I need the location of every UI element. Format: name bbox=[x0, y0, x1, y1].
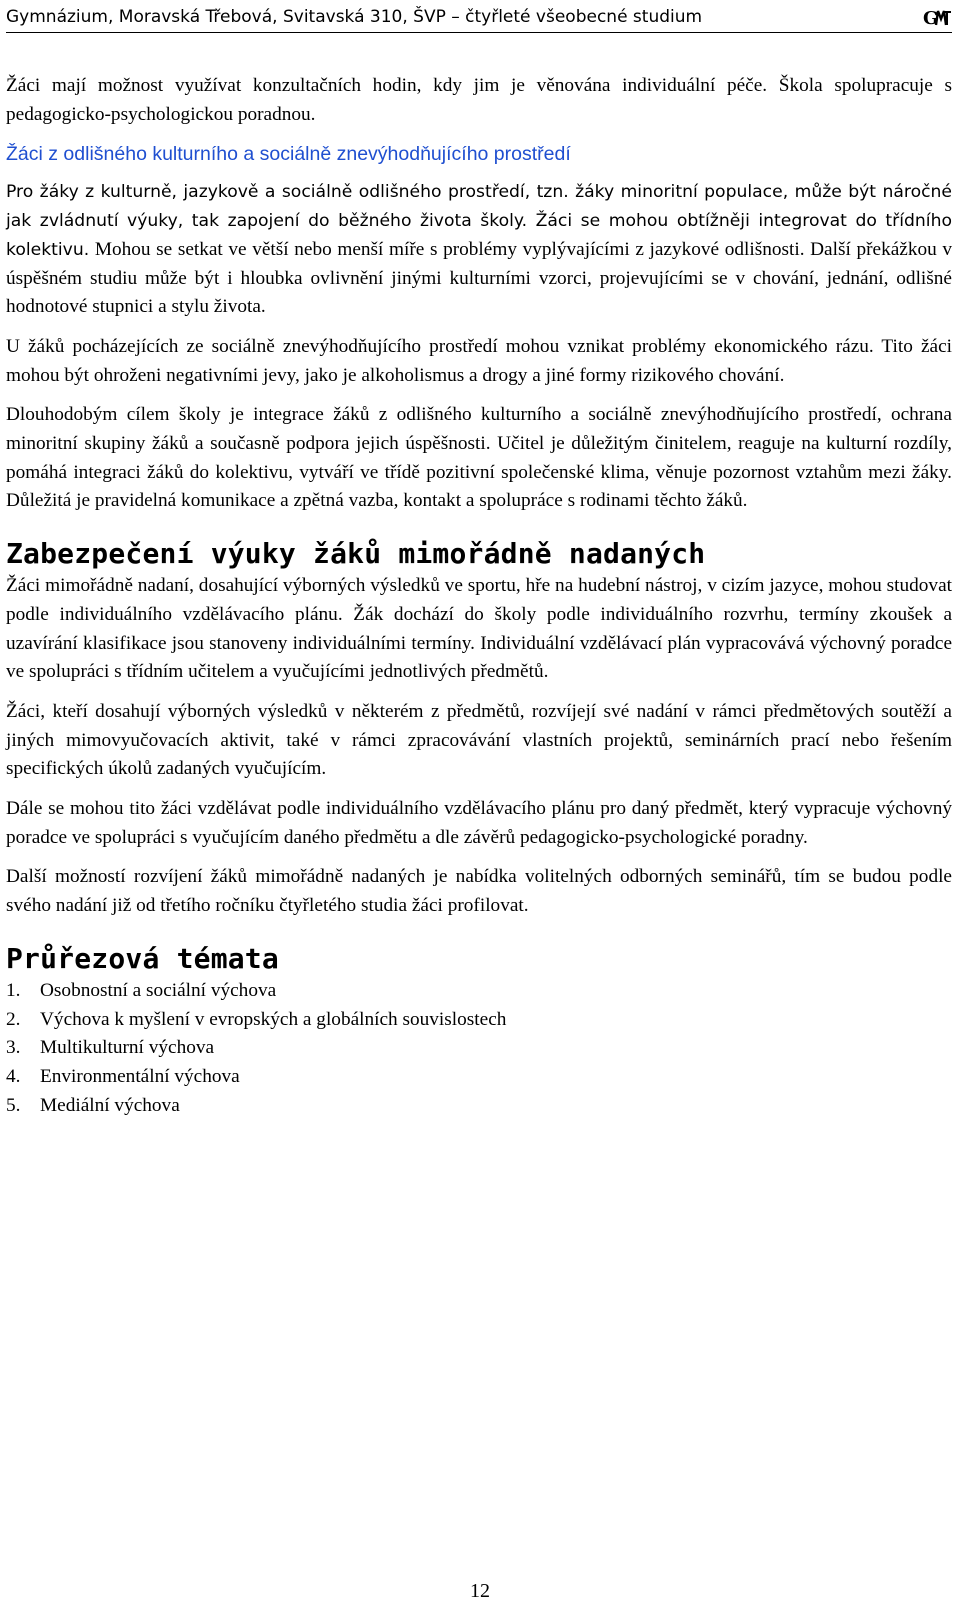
list-item: 3. Multikulturní výchova bbox=[6, 1037, 215, 1059]
gifted-paragraph-4: Další možností rozvíjení žáků mimořádně nadaných je nabídka volitelných odborných seminářů, tím se budou podle svého nadání již od třetího ročníku čtyřletého studia žáci profilovat. bbox=[6, 866, 952, 917]
cultural-paragraph-1-sans: Pro žáky z kulturně, jazykově a sociálně odlišného prostředí, tzn. žáky minoritní populace, může být náročné jak zvládnutí výuky, tak zapojení do běžného života školy. Žáci se mohou obtížněji integrovat do třídního kolektivu. bbox=[6, 182, 952, 260]
list-item: 1. Osobnostní a sociální výchova bbox=[6, 979, 277, 1001]
intro-paragraph: Žáci mají možnost využívat konzultačních hodin, kdy jim je věnována individuální péče. Škola spolupracuje s pedagogicko-psychologickou poradnou. bbox=[6, 75, 952, 125]
cultural-paragraph-1-serif: Mohou se setkat ve větší nebo menší míře s problémy vyplývajícími z jazykové odlišnosti. Další překážkou v úspěšném studiu může být i hloubka ovlivnění jinými kulturními vzorci, projevujícími se v chování, jednání, odlišné hodnotové stupnici a stylu života. bbox=[6, 238, 952, 318]
gifted-heading: Zabezpečení výuky žáků mimořádně nadaných bbox=[6, 537, 706, 571]
section-subheading: Žáci z odlišného kulturního a sociálně znevýhodňujícího prostředí bbox=[6, 143, 571, 166]
school-logo-icon bbox=[922, 5, 952, 29]
list-item: 2. Výchova k myšlení v evropských a globálních souvislostech bbox=[6, 1008, 507, 1030]
header-text: Gymnázium, Moravská Třebová, Svitavská 310, ŠVP – čtyřleté všeobecné studium bbox=[6, 7, 703, 27]
topics-heading: Průřezová témata bbox=[6, 941, 279, 975]
svg-text:G: G bbox=[923, 8, 939, 29]
list-item: 4. Environmentální výchova bbox=[6, 1065, 240, 1087]
page-number: 12 bbox=[470, 1580, 490, 1602]
cultural-paragraph-2: U žáků pocházejících ze sociálně znevýhodňujícího prostředí mohou vznikat problémy ekonomického rázu. Tito žáci mohou být ohroženi negativními jevy, jako je alkoholismus a drogy a jiné formy rizikového chování. bbox=[6, 335, 952, 386]
gifted-paragraph-3: Dále se mohou tito žáci vzdělávat podle individuálního vzdělávacího plánu pro daný předmět, který vypracuje výchovný poradce ve spolupráci s vyučujícím daného předmětu a dle závěrů pedagogicko-psychologické poradny. bbox=[6, 798, 952, 848]
cultural-paragraph-1 bbox=[6, 178, 952, 322]
topics-list bbox=[6, 977, 952, 1121]
list-item: 5. Mediální výchova bbox=[6, 1094, 180, 1116]
gifted-paragraph-1: Žáci mimořádně nadaní, dosahující výborných výsledků ve sportu, hře na hudební nástroj, v cizím jazyce, mohou studovat podle individuálního vzdělávacího plánu. Žák dochází do školy podle individuálního rozvrhu, termíny zkoušek a uzavírání klasifikace jsou stanoveny individuálními termíny. Individuální vzdělávací plán vypracovává výchovný poradce ve spolupráci s třídním učitelem a vyučujícími jednotlivých předmětů. bbox=[6, 575, 952, 683]
cultural-paragraph-3: Dlouhodobým cílem školy je integrace žáků z odlišného kulturního a sociálně znevýhodňujícího prostředí, ochrana minoritní skupiny žáků a současně podpora jejich úspěšnosti. Učitel je důležitým činitelem, reaguje na kulturní rozdíly, pomáhá integraci žáků do kolektivu, vytváří ve třídě pozitivní společenské klima, věnuje pozornost vztahům mezi žáky. Důležitá je pravidelná komunikace a zpětná vazba, kontakt a spolupráce s rodinami těchto žáků. bbox=[6, 404, 952, 512]
gifted-paragraph-2: Žáci, kteří dosahují výborných výsledků v některém z předmětů, rozvíjejí své nadání v rámci předmětových soutěží a jiných mimovyučovacích aktivit, také v rámci zpracovávání vlastních projektů, seminárních prací nebo řešením specifických úkolů zadaných vyučujícím. bbox=[6, 700, 952, 780]
document-body bbox=[6, 72, 952, 1120]
page-header bbox=[6, 4, 952, 33]
